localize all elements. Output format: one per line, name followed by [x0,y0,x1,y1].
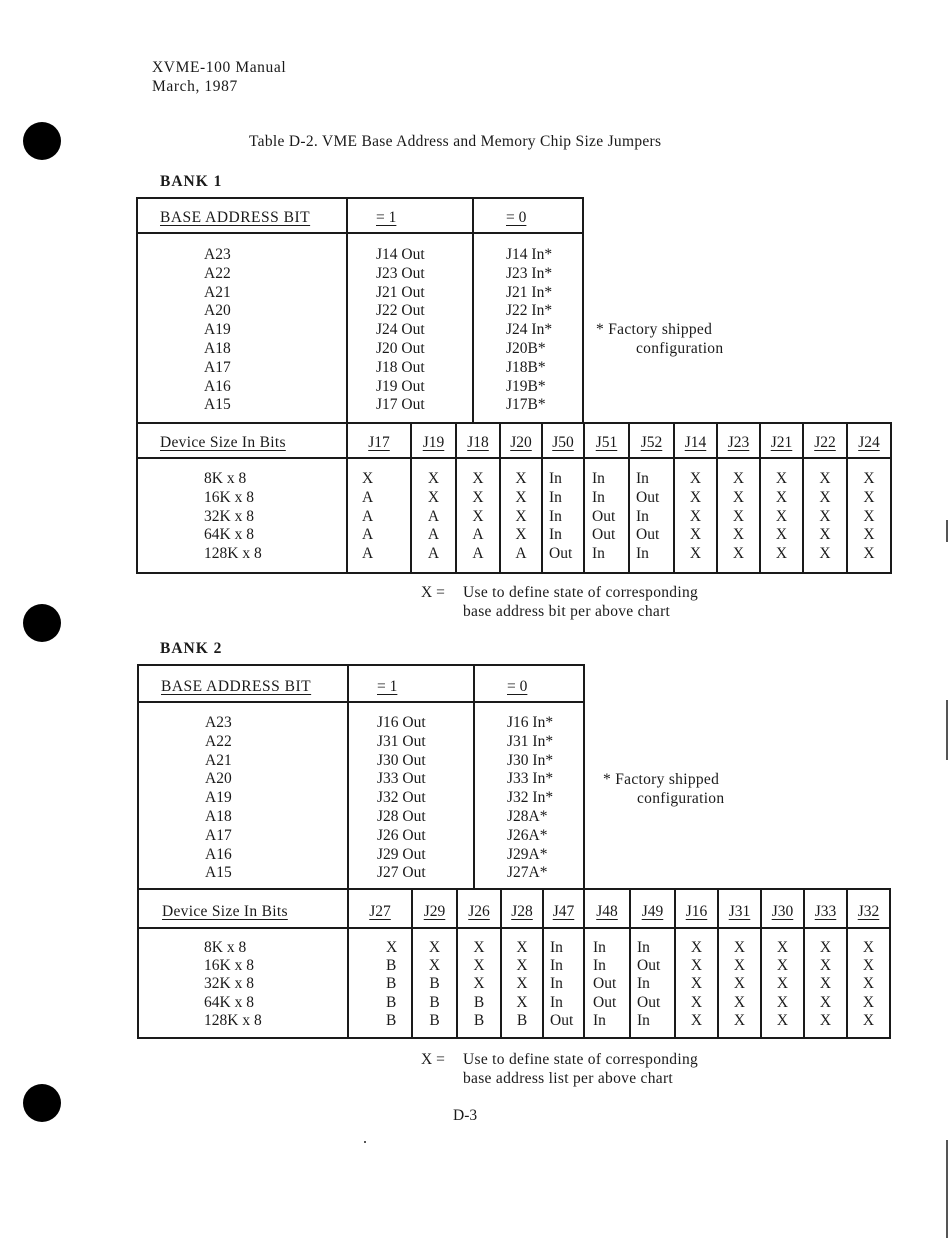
jumper-column [805,939,846,1030]
jumper-setting: J22 Out [376,302,425,320]
jumper-column [549,470,583,564]
jumper-setting: J24 In* [506,321,553,339]
cell: X [689,545,702,563]
jumper-setting: J19 Out [376,377,425,395]
jumper-header: J23 [727,434,750,451]
jumper-column [593,939,629,1030]
cell: A [427,545,440,563]
cell: X [819,488,831,506]
jumper-column [637,939,674,1030]
jumper-setting: J23 Out [376,264,425,282]
device-size: 32K x 8 [204,507,254,525]
cell: X [863,488,875,506]
jumper-header: J30 [771,903,794,920]
cell: X [776,975,789,993]
cell: X [689,488,702,506]
jumper-header: J29 [423,903,446,920]
cell: X [819,545,831,563]
address-bit: A17 [205,826,232,844]
address-bit: A18 [204,339,231,357]
cell: X [775,488,788,506]
cell: In [637,975,650,993]
jumper-column [501,470,541,564]
equals-zero-header: = 0 [506,209,527,226]
device-size: 128K x 8 [204,545,262,563]
address-bit: A22 [204,264,231,282]
cell: Out [637,993,661,1011]
cell: X [862,975,875,993]
cell: X [819,993,832,1011]
cell: X [775,470,788,487]
cell: X [776,957,789,975]
cell: X [819,526,831,544]
bit-one-jumper-column [377,714,426,883]
jumper-column [762,939,803,1030]
cell: Out [593,975,617,993]
cell: X [515,470,527,487]
jumper-setting: J16 Out [377,714,426,731]
cell: X [516,939,528,956]
cell: X [473,939,485,956]
jumper-header: J51 [595,434,618,451]
jumper-header: J26 [468,903,490,920]
cell: X [862,1011,875,1029]
cell: X [428,939,441,956]
address-bit: A16 [204,377,231,395]
device-size: 128K x 8 [204,1011,262,1029]
jumper-column [848,939,889,1030]
device-size: 16K x 8 [204,957,254,975]
cell: In [636,545,649,563]
device-size-column [204,939,262,1030]
cell: A [362,507,374,525]
address-bit: A18 [205,807,232,825]
equals-one-header: = 1 [377,678,398,695]
bank2-note-key: X = [421,1051,445,1068]
cell: B [429,975,440,993]
jumper-setting: J21 In* [506,283,553,301]
cell: X [386,939,398,956]
jumper-setting: J14 In* [506,246,553,263]
jumper-header: J48 [596,903,618,920]
address-bit: A20 [204,302,231,320]
cell: X [733,975,746,993]
jumper-column [718,470,759,564]
jumper-column [761,470,802,564]
jumper-setting: J16 In* [507,714,554,731]
cell: X [473,975,485,993]
address-bit: A15 [204,396,231,414]
cell: X [862,939,875,956]
cell: X [690,993,703,1011]
jumper-setting: J31 In* [507,732,554,750]
address-bit: A21 [205,751,232,769]
cell: X [819,975,832,993]
jumper-setting: J28A* [507,807,548,825]
jumper-setting: J32 In* [507,789,554,807]
cell: In [636,470,649,487]
jumper-column [502,939,542,1030]
address-bit-column [204,246,231,415]
cell: In [592,488,605,506]
cell: X [732,526,745,544]
device-size: 32K x 8 [204,975,254,993]
address-bit: A15 [205,864,232,882]
jumper-column [412,470,455,564]
cell: In [593,939,606,956]
cell: A [427,526,440,544]
jumper-column [675,470,716,564]
address-bit: A20 [205,770,232,788]
cell: X [819,939,832,956]
base-address-bit-header: BASE ADDRESS BIT [161,678,312,695]
cell: Out [592,507,616,525]
jumper-setting: J22 In* [506,302,553,320]
address-bit: A23 [205,714,232,731]
address-bit-column [205,714,232,883]
cell: In [550,939,563,956]
jumper-setting: J29 Out [377,845,426,863]
binder-hole-bottom [23,1084,61,1122]
scan-speck [364,1141,366,1143]
device-size-header: Device Size In Bits [160,434,286,451]
table-title: Table D-2. VME Base Address and Memory Chip Size Jumpers [249,133,662,150]
scan-edge-mark [946,520,948,542]
cell: B [516,1011,528,1029]
factory-note-line2: configuration [637,790,725,807]
equals-zero-header: = 0 [507,678,528,695]
jumper-column [550,939,583,1030]
cell: X [689,470,702,487]
cell: X [776,993,789,1011]
jumper-header: J22 [814,434,836,451]
cell: Out [550,1011,574,1029]
cell: X [776,939,789,956]
jumper-column [719,939,760,1030]
bank1-note-line2: base address bit per above chart [463,603,671,620]
cell: X [516,975,528,993]
address-bit: A19 [205,789,232,807]
cell: In [549,507,562,525]
cell: X [733,1011,746,1029]
scan-edge-mark [946,1140,948,1238]
jumper-setting: J20 Out [376,339,425,357]
jumper-setting: J18 Out [376,358,425,376]
cell: X [862,993,875,1011]
cell: X [775,507,788,525]
cell: X [472,507,484,525]
device-size: 64K x 8 [204,993,254,1011]
cell: X [862,957,875,975]
cell: In [593,1011,606,1029]
cell: X [515,488,527,506]
cell: X [733,939,746,956]
jumper-setting: J17 Out [376,396,425,414]
cell: In [549,470,562,487]
jumper-column [636,470,673,564]
device-size: 64K x 8 [204,526,254,544]
jumper-setting: J27A* [507,864,548,882]
cell: A [472,526,484,544]
cell: X [689,507,702,525]
cell: In [550,957,563,975]
cell: X [732,488,745,506]
jumper-header: J16 [685,903,708,920]
jumper-header: J20 [510,434,532,451]
jumper-setting: J19B* [506,377,546,395]
jumper-header: J17 [368,434,390,451]
jumper-setting: J33 Out [377,770,426,788]
cell: X [863,470,875,487]
cell: X [776,1011,789,1029]
cell: X [819,470,831,487]
jumper-header: J19 [422,434,445,451]
cell: X [775,545,788,563]
jumper-setting: J31 Out [377,732,426,750]
jumper-header: J52 [640,434,663,451]
address-bit: A23 [204,246,231,263]
cell: B [429,1011,440,1029]
jumper-header: J49 [641,903,664,920]
cell: B [386,993,397,1011]
jumper-column [676,939,717,1030]
cell: In [592,470,605,487]
cell: X [515,507,527,525]
cell: Out [592,526,616,544]
bank2-note-line1: Use to define state of corresponding [463,1051,699,1068]
address-bit: A16 [205,845,232,863]
manual-title: XVME-100 Manual [152,59,287,76]
jumper-setting: J30 In* [507,751,554,769]
cell: A [362,545,374,563]
cell: X [690,975,703,993]
cell: In [550,975,563,993]
bank1-note-key: X = [421,584,445,601]
cell: X [819,1011,832,1029]
bank2-note-line2: base address list per above chart [463,1070,674,1087]
factory-note-line1: * Factory shipped [596,321,713,338]
cell: X [733,957,746,975]
cell: X [732,470,745,487]
factory-note-line1: * Factory shipped [603,771,720,788]
jumper-setting: J28 Out [377,807,426,825]
cell: B [473,993,485,1011]
cell: X [819,957,832,975]
jumper-setting: J18B* [506,358,546,376]
cell: Out [636,526,660,544]
jumper-column [457,470,499,564]
cell: X [362,470,374,487]
cell: X [428,957,441,975]
device-size-column [204,470,262,564]
manual-date: March, 1987 [152,78,238,95]
jumper-setting: J21 Out [376,283,425,301]
jumper-column [413,939,456,1030]
cell: A [472,545,484,563]
cell: In [636,507,649,525]
bit-zero-jumper-column [507,714,553,883]
jumper-setting: J30 Out [377,751,426,769]
cell: X [732,507,745,525]
cell: A [362,526,374,544]
device-size: 8K x 8 [204,939,247,956]
address-bit: A21 [204,283,231,301]
cell: X [732,545,745,563]
cell: In [549,526,562,544]
jumper-column [848,470,890,564]
cell: In [592,545,605,563]
scan-edge-mark [946,700,948,760]
jumper-setting: J32 Out [377,789,426,807]
jumper-column [804,470,846,564]
cell: B [386,957,397,975]
cell: X [863,526,875,544]
cell: In [637,939,650,956]
device-size: 8K x 8 [204,470,247,487]
jumper-column [458,939,500,1030]
jumper-column [386,939,408,1030]
cell: B [386,975,397,993]
cell: X [819,507,831,525]
cell: X [516,993,528,1011]
jumper-header: J14 [684,434,707,451]
cell: A [515,545,527,563]
cell: X [516,957,528,975]
jumper-setting: J14 Out [376,246,425,263]
cell: X [689,526,702,544]
jumper-setting: J26 Out [377,826,426,844]
cell: X [863,507,875,525]
jumper-setting: J27 Out [377,864,426,882]
binder-hole-middle [23,604,61,642]
jumper-setting: J29A* [507,845,548,863]
jumper-header: J27 [369,903,391,920]
cell: Out [549,545,573,563]
bank1-label: BANK 1 [160,173,223,190]
cell: Out [636,488,660,506]
address-bit: A22 [205,732,232,750]
cell: X [690,1011,703,1029]
bank1-note-line1: Use to define state of corresponding [463,584,699,601]
jumper-header: J47 [552,903,575,920]
equals-one-header: = 1 [376,209,397,226]
jumper-setting: J33 In* [507,770,554,788]
cell: X [733,993,746,1011]
jumper-header: J28 [511,903,533,920]
cell: X [515,526,527,544]
page-number: D-3 [453,1107,478,1124]
cell: Out [593,993,617,1011]
cell: B [473,1011,485,1029]
cell: B [386,1011,397,1029]
cell: In [549,488,562,506]
cell: In [593,957,606,975]
jumper-setting: J26A* [507,826,548,844]
jumper-header: J31 [728,903,751,920]
cell: In [550,993,563,1011]
jumper-header: J32 [857,903,880,920]
jumper-header: J21 [770,434,793,451]
base-address-bit-header: BASE ADDRESS BIT [160,209,311,226]
cell: B [429,993,440,1011]
jumper-header: J18 [467,434,489,451]
cell: X [427,470,440,487]
jumper-header: J24 [858,434,880,451]
cell: In [637,1011,650,1029]
factory-note-line2: configuration [636,340,724,357]
binder-hole-top [23,122,61,160]
device-size-header: Device Size In Bits [162,903,288,920]
cell: X [690,939,703,956]
cell: X [427,488,440,506]
cell: X [472,488,484,506]
jumper-header: J33 [814,903,837,920]
jumper-setting: J20B* [506,339,546,357]
device-size: 16K x 8 [204,488,254,506]
cell: Out [637,957,661,975]
cell: A [362,488,374,506]
jumper-column [592,470,628,564]
bit-zero-jumper-column [506,246,552,415]
cell: A [427,507,440,525]
cell: X [863,545,875,563]
address-bit: A19 [204,321,231,339]
bit-one-jumper-column [376,246,425,415]
cell: X [690,957,703,975]
jumper-header: J50 [552,434,574,451]
jumper-setting: J23 In* [506,264,553,282]
jumper-setting: J24 Out [376,321,425,339]
bank2-label: BANK 2 [160,640,223,657]
cell: X [472,470,484,487]
address-bit: A17 [204,358,231,376]
cell: X [473,957,485,975]
jumper-setting: J17B* [506,396,546,414]
cell: X [775,526,788,544]
